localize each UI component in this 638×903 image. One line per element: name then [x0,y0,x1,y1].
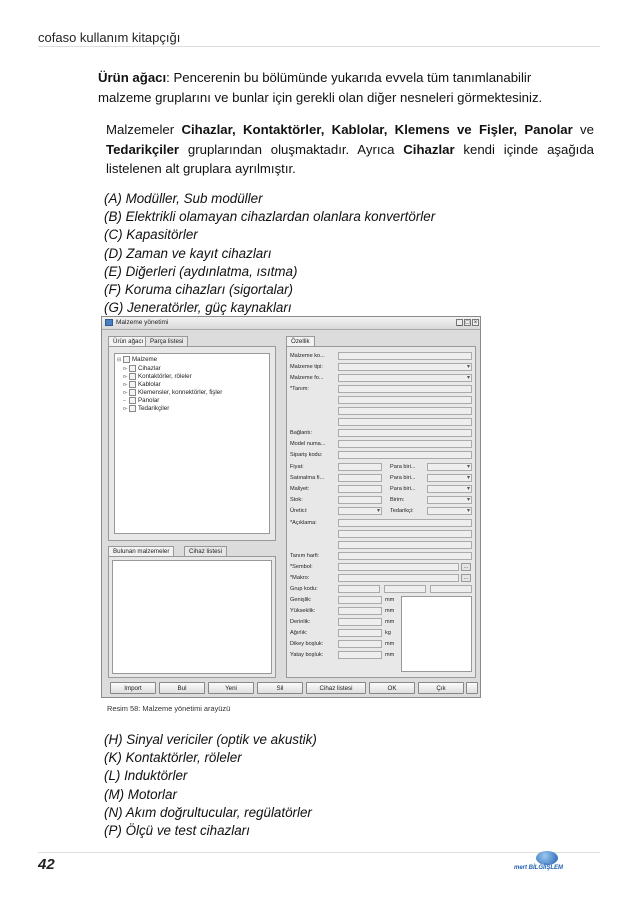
material-type-select[interactable] [338,363,472,371]
list-item: (E) Diğerleri (aydınlatma, ısıtma) [104,263,298,279]
label-vertical-gap: Dikey boşluk: [290,641,324,647]
device-list-button[interactable]: Cihaz listesi [306,682,366,694]
label-supplier: Tedarikçi: [390,508,414,514]
para-text: kendi içinde aşağıda listelenen alt gruplara ayrılmıştır. [106,141,594,176]
group-code-field-2[interactable] [384,585,426,593]
folder-icon [123,356,130,363]
unit-label: mm [385,608,395,614]
label-horizontal-gap: Yatay boşluk: [290,652,324,658]
definition-field-4[interactable] [338,418,472,426]
label-order-code: Sipariş kodu: [290,452,323,458]
close-button[interactable]: × [473,320,478,326]
properties-panel [286,346,476,678]
price-field[interactable] [338,463,382,471]
folder-icon [129,405,136,412]
new-button[interactable]: Yeni [208,682,254,694]
stock-field[interactable] [338,496,382,504]
subgroup-list-1 [104,190,435,317]
groups-paragraph [106,120,594,179]
unit-label: mm [385,597,395,603]
description-field-3[interactable] [338,541,472,549]
help-button[interactable] [466,682,478,694]
company-logo [514,851,592,875]
folder-icon [129,365,136,372]
ok-button[interactable]: OK [369,682,415,694]
group-code-field-3[interactable] [430,585,472,593]
label-model-number: Model numa... [290,441,326,447]
tree-item-tedarikciler[interactable]: o- Tedarikçiler [123,405,170,413]
label-definition: *Tanım: [290,386,309,392]
import-button[interactable]: Import [110,682,156,694]
currency-select-3[interactable] [427,485,472,493]
label-height: Yükseklik: [290,608,316,614]
product-tree-panel [108,346,276,541]
list-item: (M) Motorlar [104,786,177,802]
folder-icon [129,373,136,380]
header-divider [38,46,600,47]
minimize-button[interactable]: _ [457,320,462,326]
window-title: Malzeme yönetimi [116,319,169,326]
model-number-field[interactable] [338,440,472,448]
exit-button[interactable]: Çık [418,682,464,694]
macro-browse-button[interactable]: ... [461,574,471,582]
para-bold: Cihazlar [403,141,455,157]
list-item: (D) Zaman ve kayıt cihazları [104,245,272,261]
tab-found-materials[interactable]: Bulunan malzemeler [108,546,174,556]
height-field[interactable] [338,607,382,615]
currency-select-1[interactable] [427,463,472,471]
tree-label: Klemensler, konnektörler, fişler [138,389,223,397]
delete-button[interactable]: Sil [257,682,303,694]
order-code-field[interactable] [338,451,472,459]
definition-field-3[interactable] [338,407,472,415]
figure-caption: Resim 58: Malzeme yönetimi arayüzü [107,704,231,713]
unit-label: kg [385,630,391,636]
symbol-field[interactable] [338,563,459,571]
list-item: (A) Modüller, Sub modüller [104,191,263,206]
app-icon [105,319,113,326]
currency-select-2[interactable] [427,474,472,482]
list-item: (P) Ölçü ve test cihazları [104,823,250,839]
logo-text: mert BİLGİİŞLEM [514,865,564,871]
tree-root[interactable]: ⊟ Malzeme [117,356,158,364]
depth-field[interactable] [338,618,382,626]
description-field-2[interactable] [338,530,472,538]
label-material-form: Malzeme fo... [290,375,324,381]
unit-select[interactable] [427,496,472,504]
cost-field[interactable] [338,485,382,493]
label-currency-2: Para biri... [390,475,416,481]
page-header: cofaso kullanım kitapçığı [38,30,181,45]
label-symbol: *Sembol: [290,564,313,570]
intro-text: : Pencerenin bu bölümünde yukarıda evvela tüm tanımlanabilir malzeme gruplarını ve bunlar için gerekli olan diğer nesneleri görmektesiniz. [98,70,543,105]
label-manufacturer: Üretici: [290,508,308,514]
find-button[interactable]: Bul [159,682,205,694]
label-macro: *Makro: [290,575,310,581]
label-material-code: Malzeme ko... [290,353,325,359]
material-code-field[interactable] [338,352,472,360]
label-weight: Ağırlık: [290,630,308,636]
para-text: Malzemeler [106,122,182,137]
connection-field[interactable] [338,429,472,437]
product-tree[interactable] [114,353,270,534]
tree-item-cihazlar[interactable]: o- Cihazlar [123,365,161,373]
para-text: ve [572,122,594,137]
tree-item-panolar[interactable]: – Panolar [123,397,160,405]
list-item: (K) Kontaktörler, röleler [104,750,242,766]
found-materials-list[interactable] [112,560,272,674]
found-materials-panel [108,556,276,678]
label-connection: Bağlantı: [290,430,313,436]
tree-label: Kontaktörler, röleler [138,373,192,381]
definition-field-2[interactable] [338,396,472,404]
material-form-select[interactable] [338,374,472,382]
tab-properties[interactable]: Özellik [286,336,315,346]
symbol-browse-button[interactable]: ... [461,563,471,571]
page-number: 42 [38,856,55,873]
label-stock: Stok: [290,497,303,503]
folder-icon [129,381,136,388]
label-width: Genişlik: [290,597,312,603]
folder-icon [129,389,136,396]
label-currency-3: Para biri... [390,486,416,492]
label-currency-1: Para biri... [390,464,416,470]
list-item: (C) Kapasitörler [104,227,198,243]
list-item: (N) Akım doğrultucular, regülatörler [104,804,312,820]
para-text: gruplarından oluşmaktadır. Ayrıca [179,141,404,157]
preview-area [401,596,472,672]
folder-icon [129,397,136,404]
supplier-select[interactable] [427,507,472,515]
list-item: (F) Koruma cihazları (sigortalar) [104,282,293,298]
maximize-button[interactable]: □ [465,320,470,326]
globe-icon [536,851,558,865]
label-depth: Derinlik: [290,619,311,625]
label-price: Fiyat: [290,464,304,470]
para-bold: Tedarikçiler [106,141,180,157]
tab-product-tree[interactable]: Ürün ağacı [108,336,148,346]
label-definition-letter: Tanım harfi: [290,553,320,559]
label-cost: Maliyet: [290,486,310,492]
group-code-field-1[interactable] [338,585,380,593]
tree-label: Tedarikçiler [138,405,170,413]
list-item: (L) Induktörler [104,768,188,784]
window-titlebar [102,317,480,330]
tree-label: Kablolar [138,381,161,389]
unit-label: mm [385,652,395,658]
tree-label: Malzeme [132,356,158,364]
label-unit: Birim: [390,497,405,503]
horizontal-gap-field[interactable] [338,651,382,659]
list-item: (B) Elektrikli olamayan cihazlardan olanlara konvertörler [104,209,436,225]
width-field[interactable] [338,596,382,604]
vertical-gap-field[interactable] [338,640,382,648]
definition-letter-field[interactable] [338,552,472,560]
weight-field[interactable] [338,629,382,637]
manufacturer-select[interactable] [338,507,382,515]
para-bold: Cihazlar, Kontaktörler, Kablolar, Klemens ve Fişler, Panolar [181,122,573,137]
subgroup-list-2 [104,731,317,840]
tree-item-kablolar[interactable]: o- Kablolar [123,381,161,389]
intro-paragraph [98,68,588,108]
label-material-type: Malzeme tipi: [290,364,323,370]
definition-field-1[interactable] [338,385,472,393]
tree-item-kontaktorler[interactable]: o- Kontaktörler, röleler [123,373,192,381]
label-description: *Açıklama: [290,520,317,526]
list-item: (H) Sinyal vericiler (optik ve akustik) [104,732,317,747]
label-group-code: Grup kodu: [290,586,318,592]
tab-parts-list[interactable]: Parça listesi [145,336,188,346]
unit-label: mm [385,619,395,625]
description-field-1[interactable] [338,519,472,527]
tree-label: Cihazlar [138,365,161,373]
label-purchase-price: Satınalma fi... [290,475,325,481]
macro-field[interactable] [338,574,459,582]
intro-term: Ürün ağacı [98,70,167,85]
tab-device-list[interactable]: Cihaz listesi [184,546,227,556]
list-item: (G) Jeneratörler, güç kaynakları [104,300,292,316]
purchase-price-field[interactable] [338,474,382,482]
unit-label: mm [385,641,395,647]
tree-label: Panolar [138,397,160,405]
material-management-window [101,316,481,698]
tree-item-klemensler[interactable]: o- Klemensler, konnektörler, fişler [123,389,223,397]
